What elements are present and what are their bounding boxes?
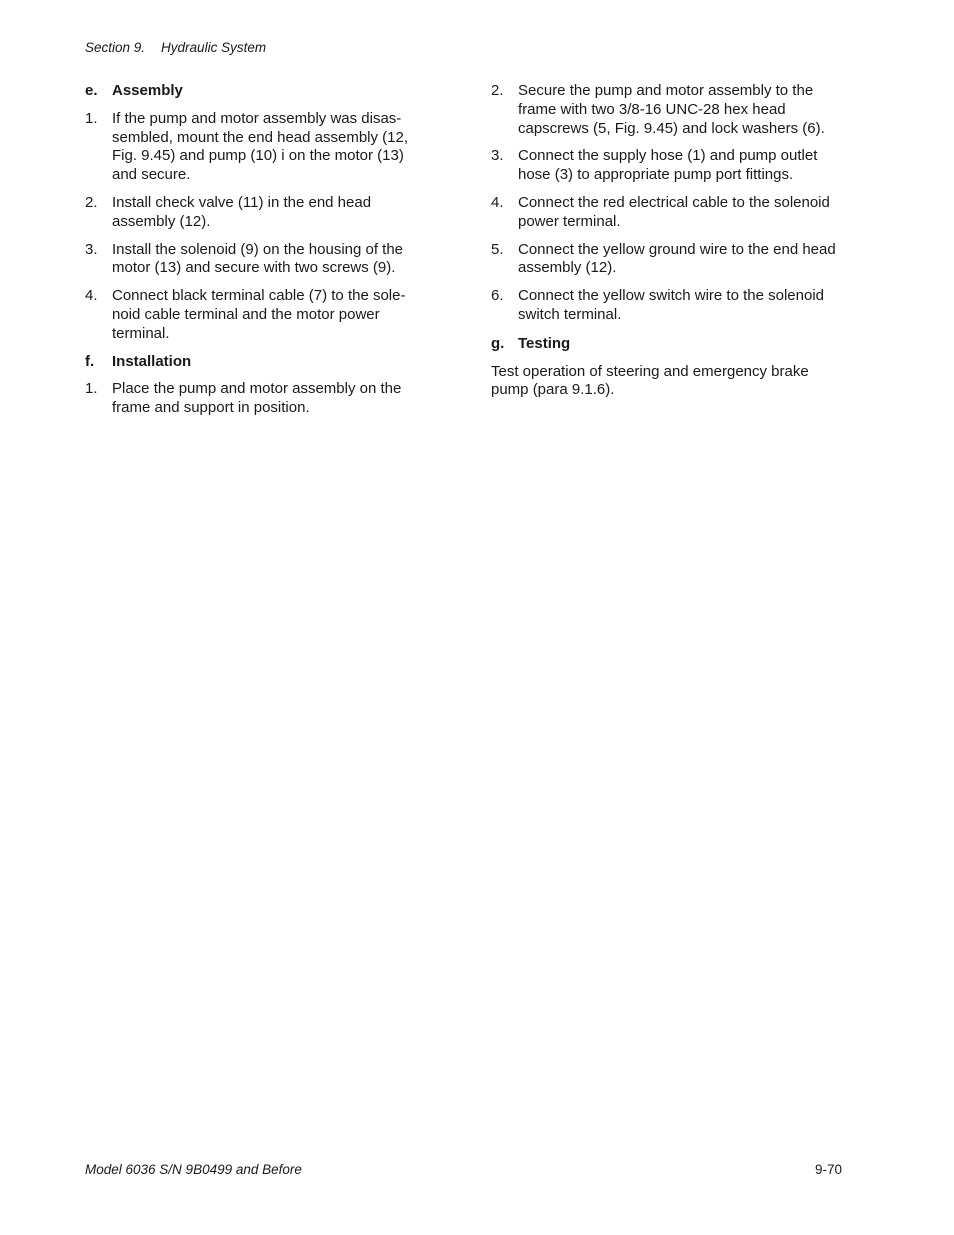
list-item	[85, 110, 420, 185]
list-item-number: 5.	[491, 240, 504, 258]
list-item-number: 1.	[85, 380, 98, 398]
list-item-number: 6.	[491, 287, 504, 305]
installation-heading	[85, 353, 420, 372]
footer-page-number: 9-70	[814, 1162, 842, 1177]
list-item	[491, 241, 846, 279]
assembly-heading-letter: e.	[85, 82, 98, 99]
list-item-number: 4.	[85, 287, 98, 305]
list-item	[491, 82, 846, 138]
section-number: Section 9.	[85, 40, 146, 55]
list-item-text: Connect the supply hose (1) and pump outlet hose (3) to appropriate pump port fittings.	[518, 147, 818, 184]
assembly-heading	[85, 82, 420, 101]
list-item-text: If the pump and motor assembly was disas- sembled, mount the end head assembly (12, Fig. 9.45) and pump (10) i on the motor (13) and secure.	[112, 109, 409, 184]
list-item	[85, 241, 420, 279]
footer-model: Model 6036 S/N 9B0499 and Before	[85, 1162, 302, 1177]
list-item	[491, 147, 846, 185]
list-item-number: 1.	[85, 109, 98, 127]
list-item-number: 3.	[491, 147, 504, 165]
list-item-number: 2.	[85, 193, 98, 211]
list-item-text: Connect the red electrical cable to the solenoid power terminal.	[518, 193, 830, 230]
testing-heading-title: Testing	[518, 334, 571, 352]
testing-heading	[491, 335, 846, 354]
list-item-text: Install the solenoid (9) on the housing of the motor (13) and secure with two screws (9).	[112, 240, 404, 277]
assembly-steps	[85, 110, 420, 344]
list-item	[491, 194, 846, 232]
installation-steps-continued	[491, 82, 846, 325]
list-item	[85, 287, 420, 343]
list-item	[491, 287, 846, 325]
list-item-text: Secure the pump and motor assembly to the frame with two 3/8-16 UNC-28 hex head capscrews (5, Fig. 9.45) and lock washers (6).	[518, 82, 825, 137]
testing-paragraph: Test operation of steering and emergency brake pump (para 9.1.6).	[491, 362, 809, 399]
list-item-text: Connect the yellow ground wire to the end head assembly (12).	[518, 240, 836, 277]
list-item-number: 4.	[491, 193, 504, 211]
installation-heading-title: Installation	[112, 352, 192, 370]
installation-heading-letter: f.	[85, 352, 95, 370]
list-item-text: Place the pump and motor assembly on the frame and support in position.	[112, 380, 402, 417]
list-item-text: Install check valve (11) in the end head assembly (12).	[112, 193, 372, 230]
section-title: Hydraulic System	[161, 40, 267, 55]
installation-steps	[85, 380, 420, 418]
list-item	[85, 380, 420, 418]
testing-heading-letter: g.	[491, 334, 505, 352]
list-item-text: Connect black terminal cable (7) to the sole- noid cable terminal and the motor power terminal.	[112, 287, 406, 342]
list-item-number: 2.	[491, 82, 504, 99]
left-column	[85, 82, 420, 427]
list-item	[85, 194, 420, 232]
list-item-number: 3.	[85, 240, 98, 258]
page-header	[85, 40, 266, 55]
right-column	[491, 82, 846, 400]
list-item-text: Connect the yellow switch wire to the solenoid switch terminal.	[518, 287, 824, 323]
assembly-heading-title: Assembly	[112, 82, 183, 99]
